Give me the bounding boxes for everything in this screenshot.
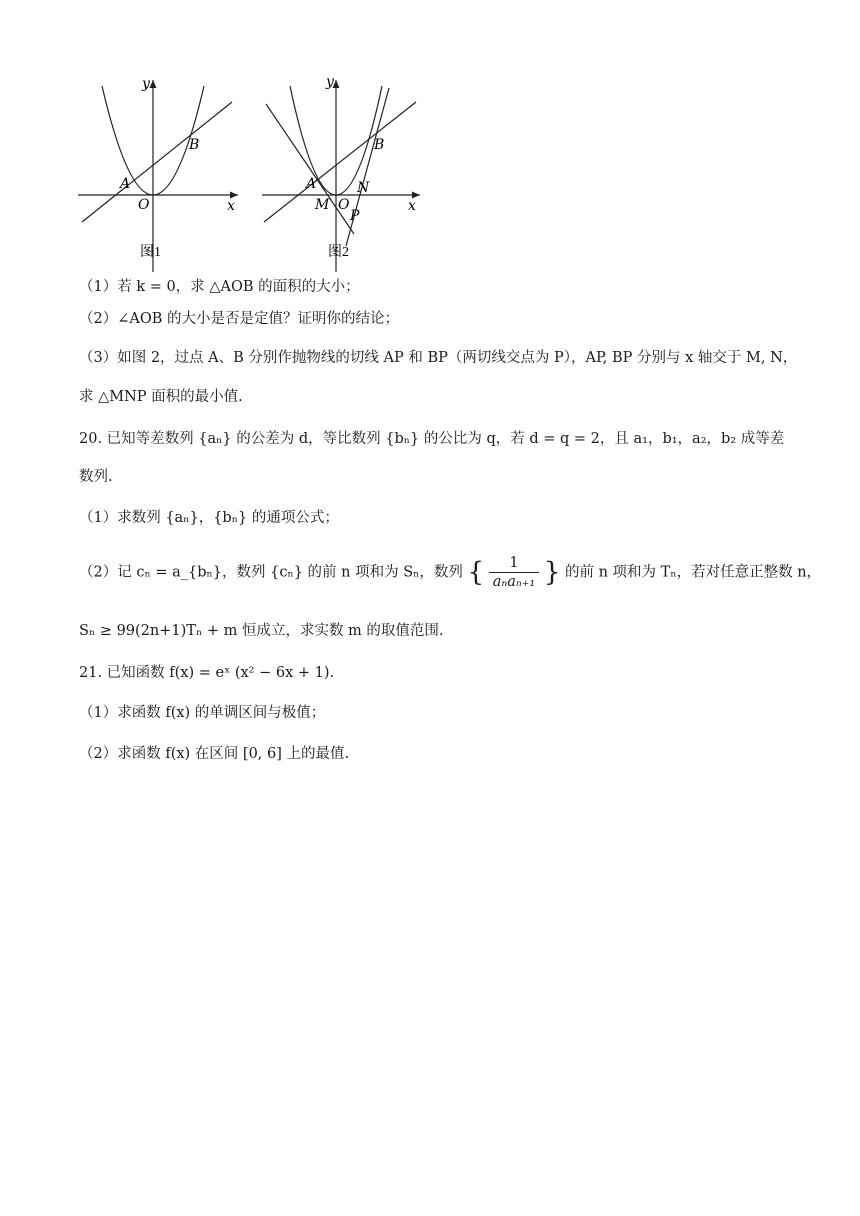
fig2-label-o: O (338, 197, 350, 213)
fig2-label-b: B (374, 137, 385, 153)
q21-stem: 21. 已知函数 f(x) = eˣ (x² − 6x + 1). (79, 665, 335, 681)
fig1-line-ab (82, 102, 232, 222)
fig2-label-m: M (315, 197, 330, 213)
q20-fraction (489, 554, 540, 591)
figure-1-and-2 (70, 62, 440, 272)
right-brace: } (543, 557, 561, 588)
fig2-label-n: N (357, 180, 370, 196)
q20-part-2-line-1 (79, 554, 821, 591)
q20-stem-line-1: 20. 已知等差数列 {aₙ} 的公差为 d，等比数列 {bₙ} 的公比为 q，若 d = q = 2，且 a₁，b₁，a₂，b₂ 成等差 (79, 431, 785, 447)
fig1-label-x: x (227, 198, 235, 214)
q21-part-2: （2）求函数 f(x) 在区间 [0, 6] 上的最值. (79, 746, 350, 762)
fig1-label-a: A (120, 176, 131, 192)
q19-part-1: （1）若 k = 0，求 △AOB 的面积的大小； (79, 279, 360, 295)
q19-part-2: （2）∠AOB 的大小是否是定值？证明你的结论； (79, 311, 399, 327)
q19-part-3-line-2: 求 △MNP 面积的最小值. (79, 389, 243, 405)
q20-part-2-prefix: （2）记 cₙ = a_{bₙ}，数列 {cₙ} 的前 n 项和为 Sₙ，数列 (79, 564, 463, 581)
q19-part-3-line-1: （3）如图 2，过点 A、B 分别作抛物线的切线 AP 和 BP（两切线交点为 P），AP, BP 分别与 x 轴交于 M, N， (79, 350, 798, 366)
q21-part-1: （1）求函数 f(x) 的单调区间与极值； (79, 705, 326, 721)
left-brace: { (467, 557, 485, 588)
fig1-label-y: y (142, 76, 150, 92)
fig1-label-b: B (189, 137, 200, 153)
q20-part-1: （1）求数列 {aₙ}，{bₙ} 的通项公式； (79, 510, 339, 526)
q20-part-2-suffix: 的前 n 项和为 Tₙ，若对任意正整数 n， (564, 564, 822, 581)
figure-1 (78, 80, 238, 272)
q20-stem-line-2: 数列. (79, 469, 113, 485)
fig1-label-o: O (138, 197, 150, 213)
fig2-tangent-ap (266, 104, 354, 234)
figures-area (70, 62, 440, 272)
fraction-numerator: 1 (489, 554, 540, 573)
fig2-label-p: P (350, 208, 360, 224)
fraction-denominator: aₙaₙ₊₁ (492, 574, 536, 590)
fig2-label-a: A (306, 176, 317, 192)
fig2-label-y: y (326, 74, 334, 90)
fig1-caption: 图1 (140, 245, 161, 260)
figure-2 (262, 80, 420, 272)
fig2-label-x: x (408, 198, 416, 214)
fig2-caption: 图2 (328, 245, 349, 260)
q20-part-2-line-2: Sₙ ≥ 99(2n+1)Tₙ + m 恒成立，求实数 m 的取值范围. (79, 623, 444, 639)
